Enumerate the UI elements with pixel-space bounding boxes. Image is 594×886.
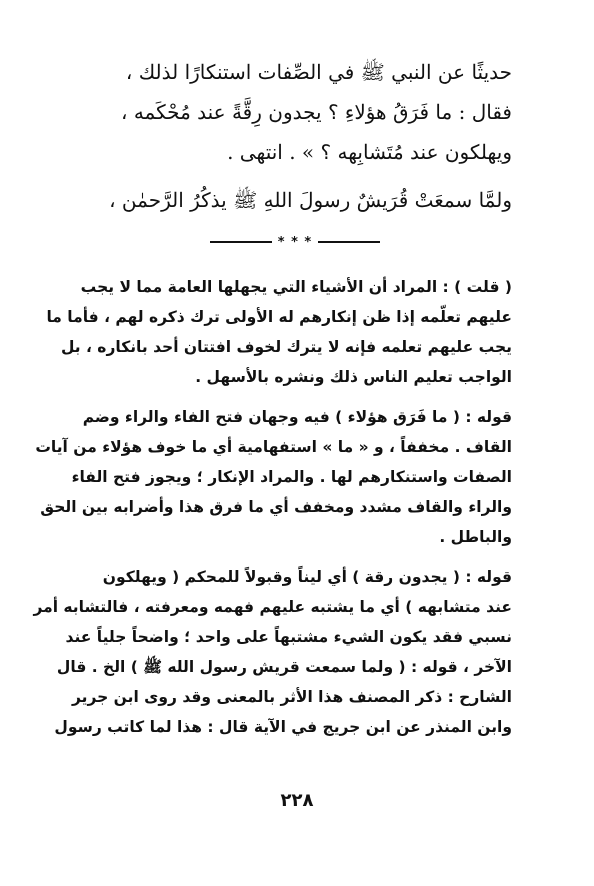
main-line: ويهلكون عند مُتَشابِهه ؟ » . انتهى . [227,140,512,164]
commentary-line: نسبي فقد يكون الشيء مشتبهاً على واحد ؛ واضحاً جلياً عند [65,628,512,646]
commentary-text [33,272,512,742]
main-line: ولمَّا سمعَتْ قُرَيشٌ رسولَ اللهِ ﷺ يذكُرُ الرَّحمٰن ، [109,188,512,212]
commentary-line: ( قلت ) : المراد أن الأشياء التي يجهلها العامة مما لا يجب [80,278,512,296]
commentary-line: الصفات واستنكارهم لها . والمراد الإنكار ؛ ويجوز فتح الفاء [71,468,512,486]
commentary-line: الشارح : ذكر المصنف هذا الأثر بالمعنى وقد روى ابن جرير [72,688,512,706]
commentary-line: عليهم تعلّمه إذا ظن إنكارهم له الأولى ترك ذكره لهم ، فأما ما [46,308,512,326]
commentary-line: قوله : ( يجدون رقة ) أي ليناً وقبولاً للمحكم ( ويهلكون [102,568,512,586]
commentary-line: والباطل . [439,528,512,546]
commentary-line: يجب عليهم تعلمه فإنه لا يترك لخوف افتتان أحد بانكاره ، بل [60,338,512,356]
main-line: فقال : ما فَرَقُ هؤلاءِ ؟ يجدون رِقَّةً عند مُحْكَمه ، [121,100,512,124]
separator-rule [318,241,380,243]
separator-rule [210,241,272,243]
separator-stars: * * * [277,234,313,250]
main-line: حديثًا عن النبي ﷺ في الصِّفات استنكارًا لذلك ، [125,60,512,84]
commentary-line: قوله : ( ما فَرَق هؤلاء ) فيه وجهان فتح الفاء والراء وضم [82,408,512,426]
hadith-text [82,52,512,220]
section-separator [210,232,380,252]
commentary-line: عند متشابهه ) أي ما يشتبه عليهم فهمه ومعرفته ، فالتشابه أمر [33,598,512,616]
commentary-line: والراء والقاف مشدد ومخفف أي ما فرق هذا وأضرابه بين الحق [40,498,512,516]
page-number: ٢٢٨ [280,790,314,811]
commentary-line: الآخر ، قوله : ( ولما سمعت قريش رسول الله ﷺ ) الخ . قال [56,658,512,676]
commentary-line: وابن المنذر عن ابن جريج في الآية قال : هذا لما كاتب رسول [54,718,512,736]
commentary-line: الواجب تعليم الناس ذلك ونشره بالأسهل . [195,368,512,386]
commentary-line: القاف . مخففاً ، و « ما » استفهامية أي ما خوف هؤلاء من آيات [35,438,512,456]
